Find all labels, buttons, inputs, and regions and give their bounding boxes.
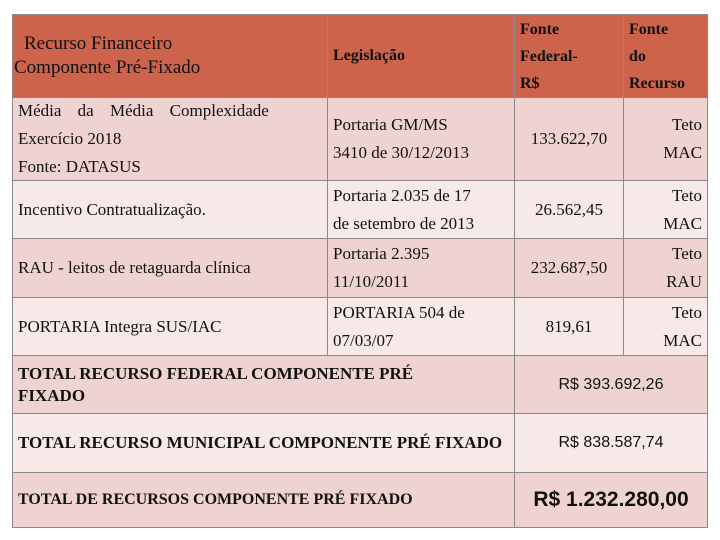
- table-row-resource: [12, 180, 328, 239]
- table-row-federal: [514, 238, 624, 298]
- cell-text: PORTARIA 504 de: [333, 302, 465, 322]
- table-row-resource: [12, 297, 328, 356]
- total-overall-value: [514, 472, 708, 528]
- cell-text: Teto: [672, 185, 702, 205]
- cell-text: TOTAL RECURSO FEDERAL COMPONENTE PRÉ FIXADO: [18, 363, 414, 405]
- cell-text: TOTAL RECURSO MUNICIPAL COMPONENTE PRÉ FIXADO: [18, 433, 503, 452]
- cell-text: 232.687,50: [530, 258, 608, 277]
- cell-text: Portaria GM/MS: [333, 115, 448, 134]
- cell-text: R$ 838.587,74: [558, 434, 664, 451]
- cell-text: Portaria 2.035 de 17: [333, 185, 471, 205]
- table-row-resource: [12, 238, 328, 298]
- total-municipal-value: [514, 413, 708, 473]
- table-row-legislation: [327, 97, 515, 181]
- cell-text: Média da Média Complexidade: [18, 101, 269, 120]
- cell-text: Teto: [672, 115, 702, 134]
- cell-text: Teto: [672, 244, 702, 263]
- header-text: Fonte: [520, 20, 560, 38]
- cell-text: 3410 de 30/12/2013: [333, 143, 469, 162]
- cell-text: MAC: [663, 213, 702, 233]
- header-text: R$: [520, 74, 540, 92]
- cell-text: 133.622,70: [530, 129, 608, 148]
- cell-text: 26.562,45: [535, 199, 603, 219]
- header-text: Componente Pré-Fixado: [14, 57, 201, 78]
- header-text: Legislação: [333, 47, 405, 64]
- table-row-federal: [514, 180, 624, 239]
- cell-text: MAC: [663, 143, 702, 162]
- header-federal: [514, 14, 624, 98]
- cell-text: Incentivo Contratualização.: [18, 199, 206, 219]
- cell-text: Exercício 2018: [18, 129, 122, 148]
- header-resource: [12, 14, 328, 98]
- table-row-federal: [514, 297, 624, 356]
- header-text: Federal-: [520, 47, 578, 65]
- cell-text: 07/03/07: [333, 330, 394, 350]
- total-municipal-label: [12, 413, 515, 473]
- total-federal-value: [514, 355, 708, 414]
- cell-text: PORTARIA Integra SUS/IAC: [18, 316, 222, 336]
- cell-text: 819,61: [545, 316, 593, 336]
- table-row-source: [623, 297, 708, 356]
- total-federal-label: [12, 355, 515, 414]
- table-row-legislation: [327, 297, 515, 356]
- cell-text: MAC: [663, 330, 702, 350]
- table-row-legislation: [327, 238, 515, 298]
- header-source: [623, 14, 708, 98]
- header-text: Recurso Financeiro: [24, 33, 173, 54]
- header-text: Recurso: [629, 74, 685, 92]
- cell-text: de setembro de 2013: [333, 213, 475, 233]
- cell-text: RAU: [666, 272, 702, 291]
- cell-text: 11/10/2011: [333, 272, 410, 291]
- table-row-legislation: [327, 180, 515, 239]
- cell-text: Teto: [672, 302, 702, 322]
- table-row-federal: [514, 97, 624, 181]
- table-row-resource: [12, 97, 328, 181]
- header-text: Fonte: [629, 20, 669, 38]
- header-legislation: [327, 14, 515, 98]
- total-overall-label: [12, 472, 515, 528]
- table-row-source: [623, 238, 708, 298]
- cell-text: Portaria 2.395: [333, 244, 430, 263]
- cell-text: Fonte: DATASUS: [18, 157, 141, 176]
- cell-text: RAU - leitos de retaguarda clínica: [18, 258, 251, 277]
- header-text: do: [629, 47, 646, 65]
- table-row-source: [623, 180, 708, 239]
- cell-text: TOTAL DE RECURSOS COMPONENTE PRÉ FIXADO: [18, 491, 413, 508]
- table-row-source: [623, 97, 708, 181]
- cell-text: R$ 393.692,26: [558, 375, 664, 393]
- cell-text: R$ 1.232.280,00: [533, 488, 689, 511]
